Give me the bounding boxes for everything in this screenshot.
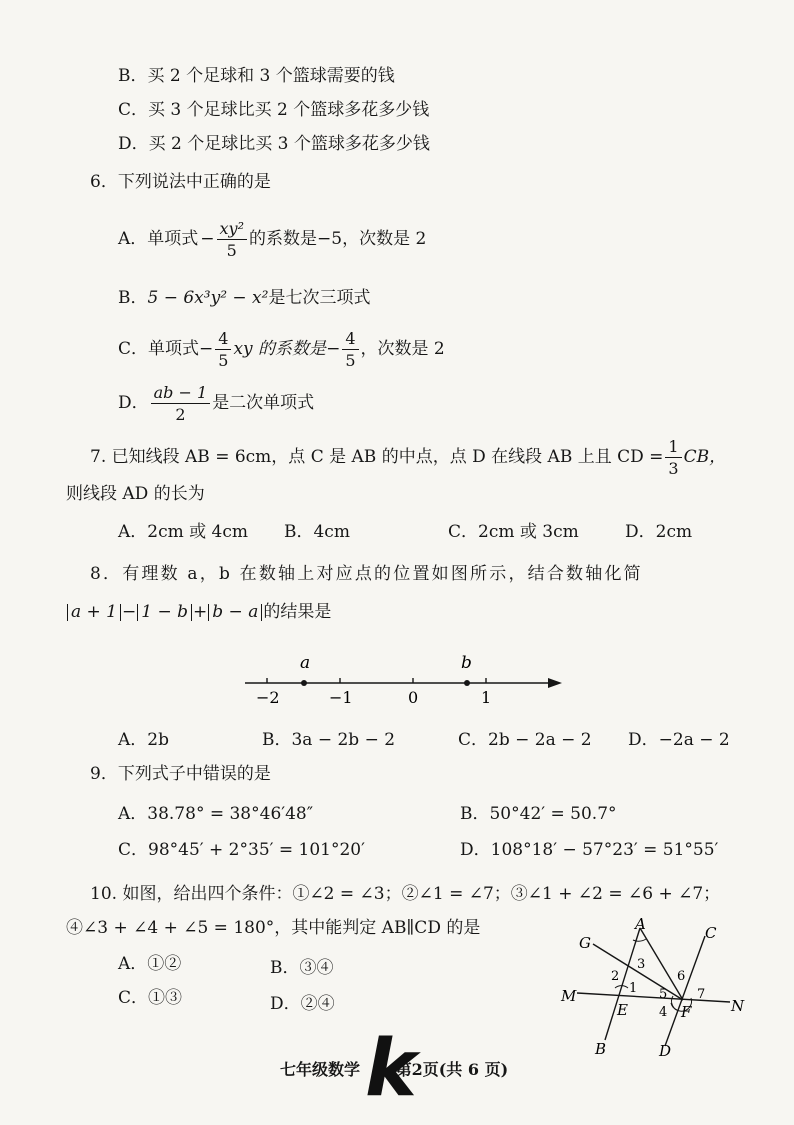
q6-c-denominator-2: 5 <box>345 350 356 370</box>
q6-d-label: D． <box>118 393 149 414</box>
fig-label-d: D <box>659 1042 672 1058</box>
q6-d-fraction <box>151 384 211 423</box>
q6-c-suffix: ，次数是 2 <box>360 339 445 360</box>
fig-angle-5: 5 <box>659 987 668 1002</box>
q8-stem: 8．有理数 a，b 在数轴上对应点的位置如图所示，结合数轴化简 <box>90 564 643 584</box>
q10-stem: 10. 如图，给出四个条件：①∠2 = ∠3；②∠1 = ∠7；③∠1 + ∠2 = ∠6 + ∠7； <box>90 884 721 904</box>
tick-label-1: 1 <box>481 688 492 707</box>
q10-option-d: D．②④ <box>270 994 335 1014</box>
fig-angle-4: 4 <box>659 1005 668 1020</box>
q9-option-c: C．98°45′ + 2°35′ = 101°20′ <box>118 840 365 860</box>
q5-option-d: D．买 2 个足球比买 3 个篮球多花多少钱 <box>118 134 430 154</box>
q10-option-c: C．①③ <box>118 988 183 1008</box>
q6-b-suffix: 是七次三项式 <box>268 288 371 308</box>
fig-label-e: E <box>617 1001 628 1019</box>
line-mn <box>577 993 730 1002</box>
tick-label-neg1: −1 <box>329 688 353 707</box>
q6-c-denominator: 5 <box>218 350 229 370</box>
q8-stem-line2 <box>66 604 331 621</box>
q8-option-c: C．2b − 2a − 2 <box>458 730 592 750</box>
q8-stem2-suffix: 的结果是 <box>263 602 332 622</box>
q6-d-suffix: 是二次单项式 <box>212 393 315 414</box>
q5-option-b: B．买 2 个足球和 3 个篮球需要的钱 <box>118 66 395 86</box>
q8-abs-3-text: b − a <box>212 602 259 622</box>
q6-b-expression: 5 − 6x³y² − x² <box>147 288 269 308</box>
q7-fraction <box>665 438 681 477</box>
q7-option-b: B．4cm <box>284 522 350 542</box>
q6-c-numerator: 4 <box>215 330 231 350</box>
q8-abs-2 <box>137 604 192 621</box>
q7-numerator: 1 <box>665 438 681 458</box>
q6-a-denominator: 5 <box>226 240 237 260</box>
q8-abs-1-text: a + 1 <box>71 602 118 622</box>
q8-abs-1 <box>67 604 121 621</box>
q6-a-prefix: A．单项式 <box>118 229 199 250</box>
q6-a-suffix: 的系数是−5，次数是 2 <box>249 229 427 250</box>
q6-c-prefix: C．单项式 <box>118 339 200 360</box>
q7-stem <box>90 438 726 477</box>
fig-label-n: N <box>731 997 745 1015</box>
fig-label-m: M <box>561 987 577 1005</box>
q9-option-d: D．108°18′ − 57°23′ = 51°55′ <box>460 840 719 860</box>
q6-c-numerator-2: 4 <box>342 330 358 350</box>
q10-option-a: A．①② <box>118 954 182 974</box>
q6-stem: 6．下列说法中正确的是 <box>90 172 271 192</box>
tick-label-neg2: −2 <box>256 688 280 707</box>
footer-page-number: 第2页(共 6 页) <box>395 1060 509 1079</box>
q6-c-middle: xy 的系数是 <box>233 339 327 360</box>
q9-option-a: A．38.78° = 38°46′48″ <box>118 804 314 824</box>
watermark-k-logo: k <box>365 1024 417 1114</box>
label-b: b <box>461 653 472 673</box>
q7-stem-prefix: 7. 已知线段 AB = 6cm，点 C 是 AB 的中点，点 D 在线段 AB 上且 CD = <box>90 447 664 468</box>
q8-option-d: D．−2a − 2 <box>628 730 730 750</box>
fig-angle-6: 6 <box>677 969 686 984</box>
q8-plus: + <box>193 602 208 622</box>
q7-denominator: 3 <box>668 458 679 478</box>
q5-option-c: C．买 3 个足球比买 2 个篮球多花多少钱 <box>118 100 430 120</box>
q6-a-fraction <box>217 220 247 259</box>
q7-option-c: C．2cm 或 3cm <box>448 522 579 542</box>
q8-minus: − <box>122 602 137 622</box>
q8-abs-3 <box>208 604 262 621</box>
tick-label-0: 0 <box>408 688 419 707</box>
q9-stem: 9．下列式子中错误的是 <box>90 764 271 784</box>
q6-option-a: A．单项式 − $\frac{\text{xy²}}{5}$ 的系数是−5，次数是 2 <box>118 219 427 260</box>
q10-option-b: B．③④ <box>270 958 334 978</box>
q6-option-d <box>118 384 314 423</box>
q6-a-numerator: xy² <box>219 219 245 238</box>
q7-stem-line2: 则线段 AD 的长为 <box>66 484 205 504</box>
q7-stem-suffix: CB， <box>683 447 727 468</box>
q6-option-b <box>118 290 370 307</box>
q6-d-numerator: ab − 1 <box>153 383 208 402</box>
line-gf <box>593 944 686 1000</box>
fig-angle-3: 3 <box>637 957 646 972</box>
q7-option-d: D．2cm <box>625 522 693 542</box>
fig-label-b: B <box>595 1040 607 1058</box>
q7-option-a: A．2cm 或 4cm <box>118 522 248 542</box>
q6-c-fraction-2 <box>342 330 358 369</box>
number-line-figure <box>240 648 570 712</box>
fig-angle-2: 2 <box>611 969 620 984</box>
fig-label-c: C <box>705 924 717 942</box>
fig-label-f: F <box>681 1003 692 1021</box>
q9-option-b: B．50°42′ = 50.7° <box>460 804 617 824</box>
footer-subject: 七年级数学 <box>280 1060 361 1079</box>
q8-option-b: B．3a − 2b − 2 <box>262 730 396 750</box>
q6-option-c: C．单项式− $\frac{4}{5}$ xy 的系数是− $\frac{4}{5}$ ，次数是 2 <box>118 329 445 370</box>
fig-label-g: G <box>579 934 591 952</box>
q6-b-label: B． <box>118 288 148 308</box>
q6-c-fraction <box>215 330 231 369</box>
label-a: a <box>300 653 311 673</box>
q8-option-a: A．2b <box>118 730 169 750</box>
point-a <box>301 680 307 686</box>
q8-abs-2-text: 1 − b <box>141 602 189 622</box>
q6-d-denominator: 2 <box>175 404 186 424</box>
angle-arc-3 <box>633 939 646 941</box>
fig-label-a: A <box>635 918 646 933</box>
fig-angle-7: 7 <box>697 987 706 1002</box>
number-line-arrow <box>548 678 562 688</box>
parallel-lines-figure <box>555 918 750 1058</box>
point-b <box>464 680 470 686</box>
q10-stem-line2: ④∠3 + ∠4 + ∠5 = 180°，其中能判定 AB∥CD 的是 <box>66 918 481 938</box>
fig-angle-1: 1 <box>629 981 638 996</box>
